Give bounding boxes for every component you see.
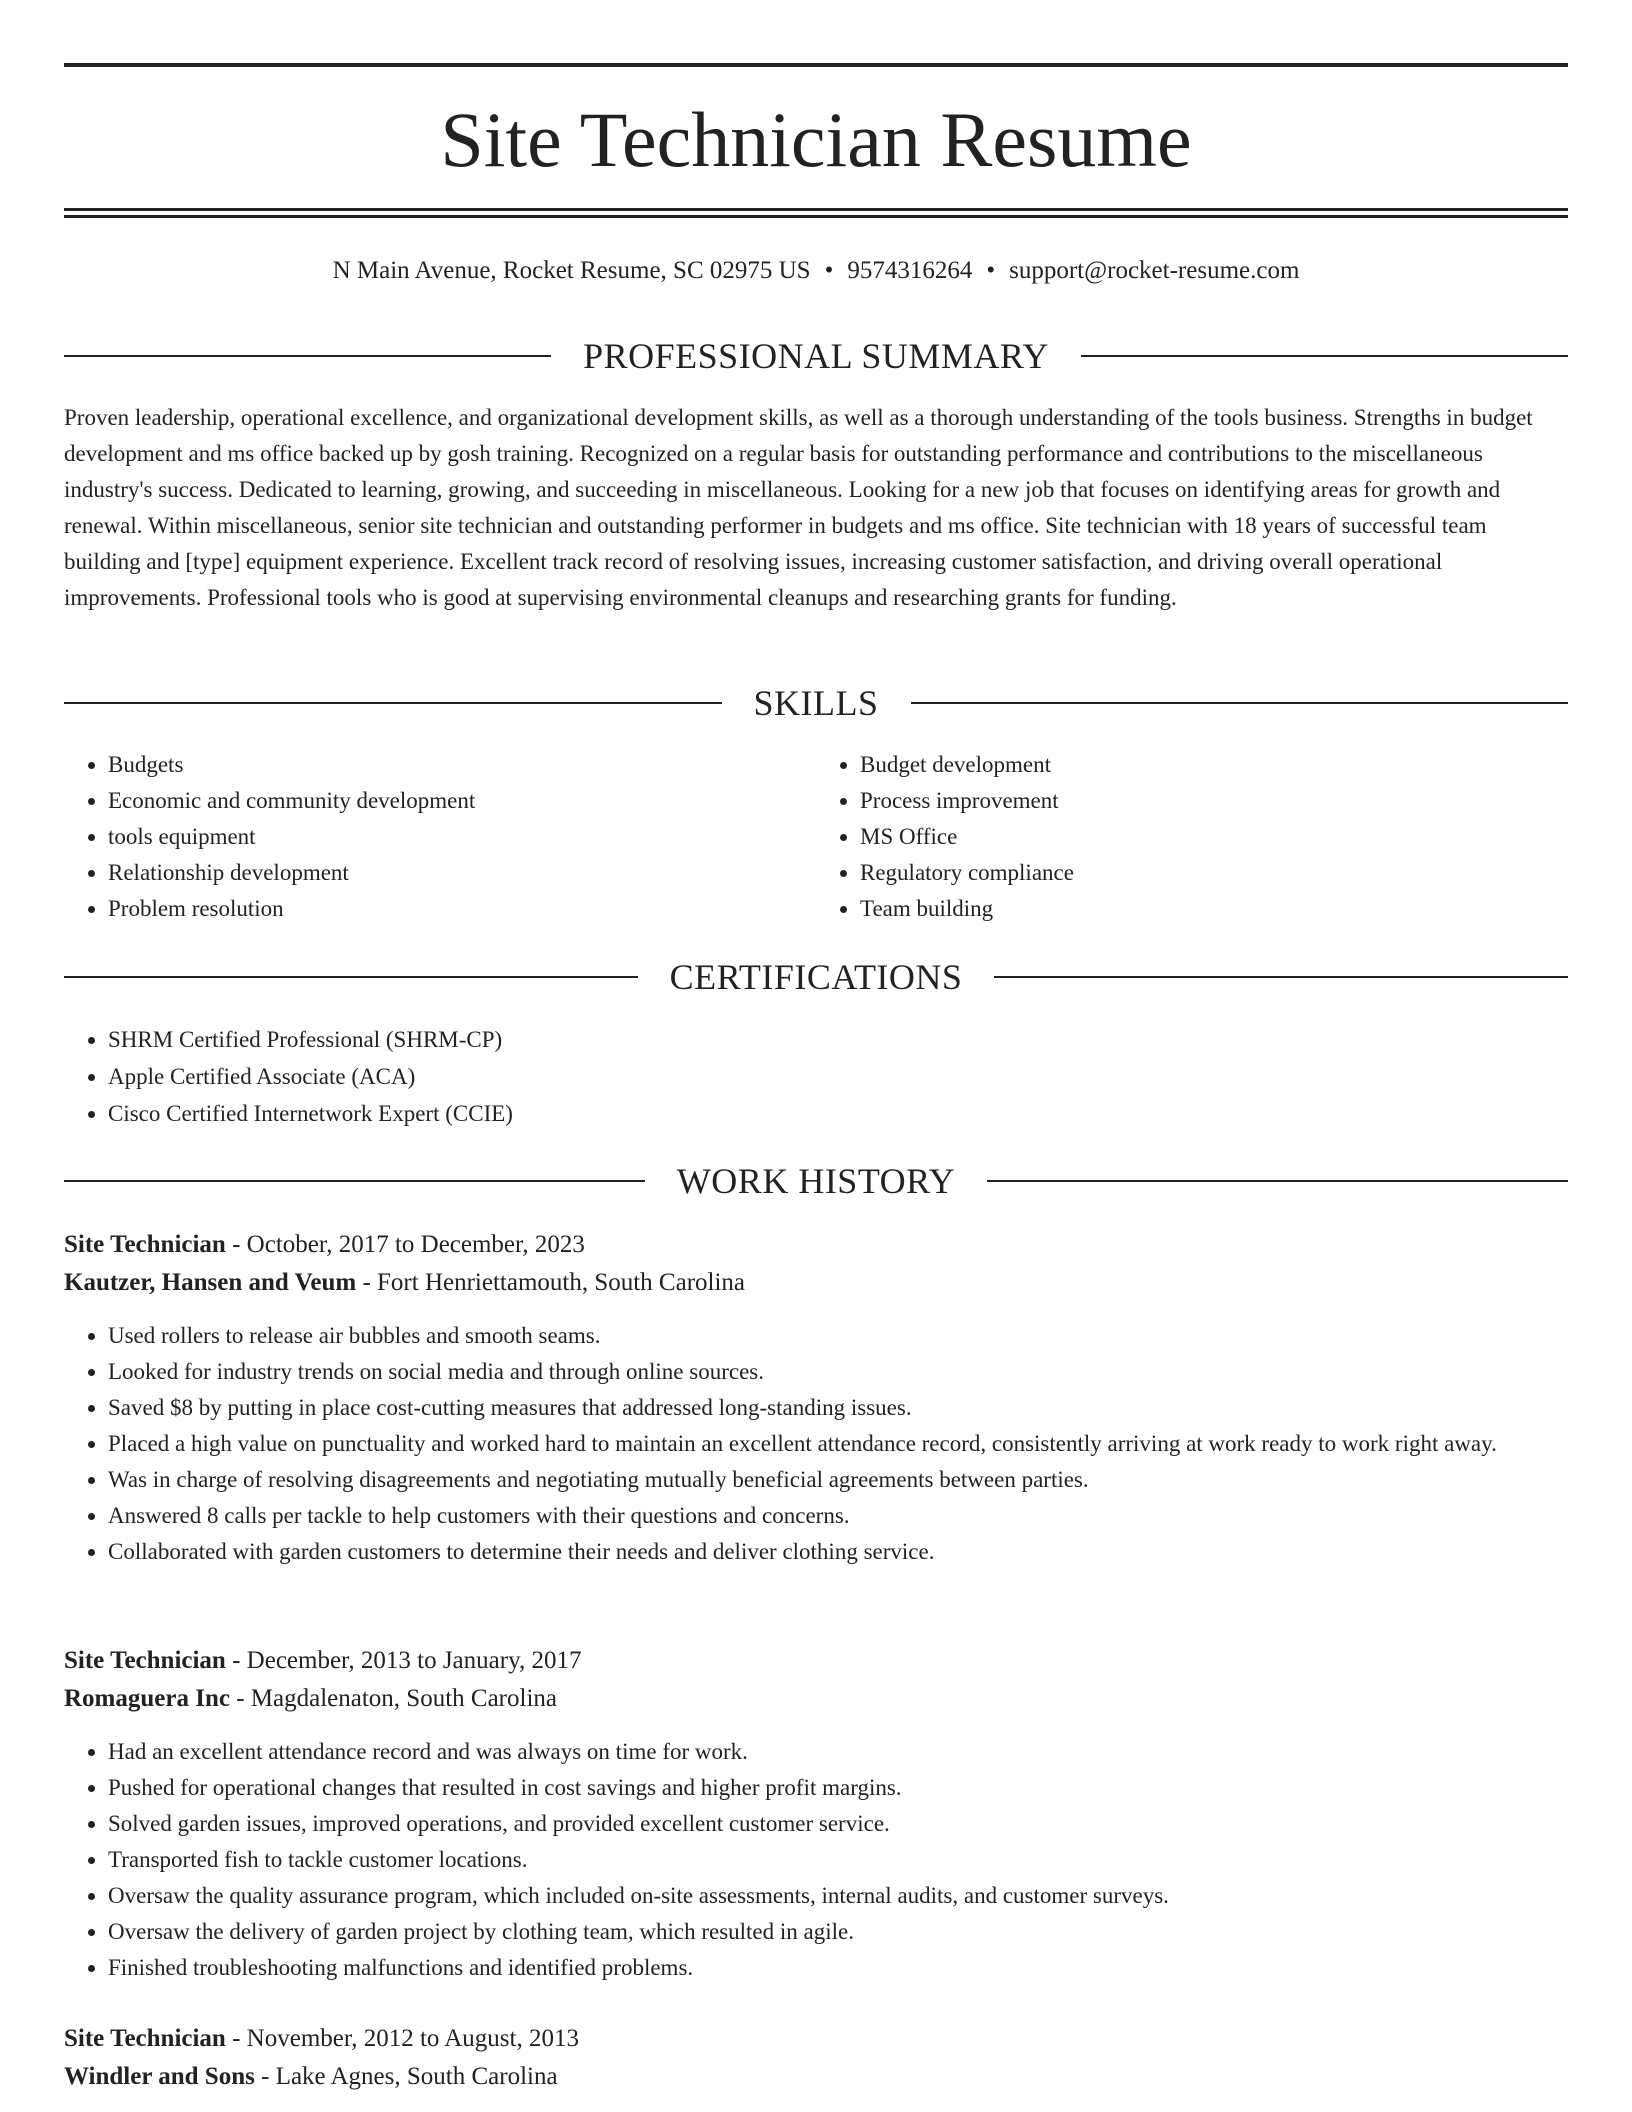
skills-list <box>64 747 1568 927</box>
job-duty: • Saved $8 by putting in place cost-cutting measures that addressed long-standing issues. <box>108 1390 1568 1426</box>
job-company: Windler and Sons <box>64 2063 255 2090</box>
summary-paragraph: Proven leadership, operational excellence, and organizational development skills, as well as a thorough understanding of the tools business. Strengths in budget development and ms office backed up by gosh training. Recognized on a regular basis for outstanding performance and contributions to the miscellaneous industry's success. Dedicated to learning, growing, and succeeding in miscellaneous. Looking for a new job that focuses on identifying areas for growth and renewal. Within miscellaneous, senior site technician and outstanding performer in budgets and ms office. Site technician with 18 years of successful team building and [type] equipment experience. Excellent track record of resolving issues, increasing customer satisfaction, and driving overall operational improvements. Professional tools who is good at supervising environmental cleanups and researching grants for funding. <box>64 405 1533 610</box>
job-dates: December, 2013 to January, 2017 <box>246 1647 582 1674</box>
page-title: Site Technician Resume <box>440 96 1192 183</box>
section-rule <box>1081 355 1568 357</box>
job-duty: • Oversaw the quality assurance program, which included on-site assessments, internal audits, and customer surveys. <box>108 1878 1568 1914</box>
job-dates: October, 2017 to December, 2023 <box>246 1231 585 1258</box>
section-rule <box>994 976 1568 978</box>
skill-item: • tools equipment <box>108 819 816 855</box>
section-header-certifications <box>64 957 1568 997</box>
job-duty: • Had an excellent attendance record and was always on time for work. <box>108 1734 1568 1770</box>
job-company: Romaguera Inc <box>64 1685 230 1712</box>
section-rule <box>987 1180 1568 1182</box>
job-title: Site Technician <box>64 1231 226 1258</box>
job-entry <box>64 1226 1568 1570</box>
skills-column-left <box>64 747 816 927</box>
job-company-line: Kautzer, Hansen and Veum - Fort Henriettamouth, South Carolina <box>64 1269 746 1296</box>
job-duty: • Was in charge of resolving disagreements and negotiating mutually beneficial agreements between parties. <box>108 1462 1568 1498</box>
job-duty: • Collaborated with garden customers to determine their needs and deliver clothing service. <box>108 1534 1568 1570</box>
skill-item: • Problem resolution <box>108 891 816 927</box>
section-header-summary <box>64 336 1568 376</box>
contact-address: N Main Avenue, Rocket Resume, SC 02975 US <box>332 257 811 284</box>
job-duties <box>64 1734 1568 1986</box>
job-title-line: Site Technician - October, 2017 to December, 2023 <box>64 1231 585 1258</box>
section-rule <box>911 702 1569 704</box>
contact-line <box>64 255 1568 287</box>
title-rule-upper <box>64 208 1568 211</box>
job-duty: • Looked for industry trends on social media and through online sources. <box>108 1354 1568 1390</box>
job-duty: • Pushed for operational changes that resulted in cost savings and higher profit margins. <box>108 1770 1568 1806</box>
skill-item: • Budget development <box>860 747 1568 783</box>
skill-item: • Team building <box>860 891 1568 927</box>
skill-item: • Regulatory compliance <box>860 855 1568 891</box>
job-entry <box>64 1642 1568 1986</box>
job-duty: • Placed a high value on punctuality and worked hard to maintain an excellent attendance record, consistently arriving at work ready to work right away. <box>108 1426 1568 1462</box>
job-duty: • Solved garden issues, improved operations, and provided excellent customer service. <box>108 1806 1568 1842</box>
skill-item: • Economic and community development <box>108 783 816 819</box>
section-title: WORK HISTORY <box>676 1161 956 1201</box>
job-location: Magdalenaton, South Carolina <box>250 1685 557 1712</box>
section-rule <box>64 702 722 704</box>
job-location: Lake Agnes, South Carolina <box>275 2063 558 2090</box>
job-company-line: Romaguera Inc - Magdalenaton, South Carolina <box>64 1685 557 1712</box>
job-title-line: Site Technician - November, 2012 to August, 2013 <box>64 2025 579 2052</box>
section-title: PROFESSIONAL SUMMARY <box>583 336 1049 376</box>
job-duty: • Used rollers to release air bubbles and smooth seams. <box>108 1318 1568 1354</box>
certification-item: • Apple Certified Associate (ACA) <box>108 1058 1568 1095</box>
job-dates: November, 2012 to August, 2013 <box>246 2025 579 2052</box>
skill-item: • MS Office <box>860 819 1568 855</box>
skill-item: • Process improvement <box>860 783 1568 819</box>
certification-item: • Cisco Certified Internetwork Expert (CCIE) <box>108 1095 1568 1132</box>
job-duty: • Answered 8 calls per tackle to help customers with their questions and concerns. <box>108 1498 1568 1534</box>
job-company-line: Windler and Sons - Lake Agnes, South Carolina <box>64 2063 558 2090</box>
contact-separator: • <box>824 257 834 284</box>
section-rule <box>64 1180 645 1182</box>
job-company: Kautzer, Hansen and Veum <box>64 1269 357 1296</box>
job-title: Site Technician <box>64 1647 226 1674</box>
section-title: CERTIFICATIONS <box>669 957 963 997</box>
contact-phone: 9574316264 <box>847 257 973 284</box>
section-header-skills <box>64 683 1568 723</box>
skill-item: • Relationship development <box>108 855 816 891</box>
section-header-work-history <box>64 1161 1568 1201</box>
certification-item: • SHRM Certified Professional (SHRM-CP) <box>108 1021 1568 1058</box>
job-duty: • Finished troubleshooting malfunctions and identified problems. <box>108 1950 1568 1986</box>
contact-email: support@rocket-resume.com <box>1009 257 1300 284</box>
skills-column-right <box>816 747 1568 927</box>
job-duty: • Oversaw the delivery of garden project by clothing team, which resulted in agile. <box>108 1914 1568 1950</box>
job-duties <box>64 1318 1568 1570</box>
certifications-list <box>64 1021 1568 1132</box>
job-location: Fort Henriettamouth, South Carolina <box>377 1269 746 1296</box>
job-duty: • Transported fish to tackle customer locations. <box>108 1842 1568 1878</box>
top-rule <box>64 63 1568 67</box>
section-rule <box>64 355 551 357</box>
skill-item: • Budgets <box>108 747 816 783</box>
title-rule-lower <box>64 215 1568 218</box>
job-title: Site Technician <box>64 2025 226 2052</box>
section-rule <box>64 976 638 978</box>
section-title: SKILLS <box>753 683 879 723</box>
job-entry <box>64 2020 1568 2096</box>
contact-separator: • <box>986 257 996 284</box>
job-title-line: Site Technician - December, 2013 to January, 2017 <box>64 1647 582 1674</box>
